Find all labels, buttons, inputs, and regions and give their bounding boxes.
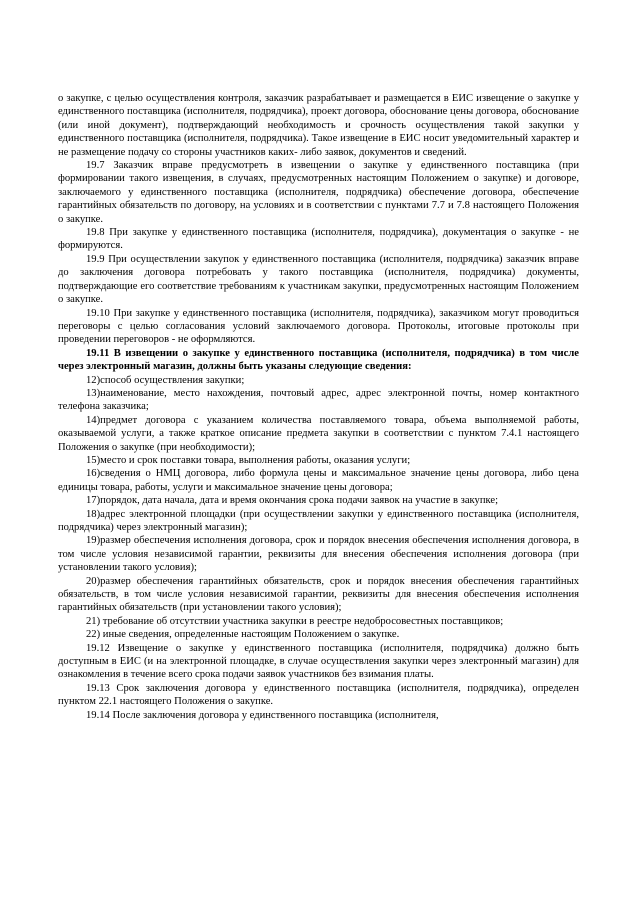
paragraph-19-12: 19.12 Извещение о закупке у единственного поставщика (исполнителя, подрядчика) должно быть доступным в ЕИС (и на электронной площадке, в случае осуществления закупки через электронный магазин) для ознакомления в течение всего срока подачи заявок участников без взимания платы.	[58, 642, 579, 681]
paragraph-intro: о закупке, с целью осуществления контроля, заказчик разрабатывает и размещается в ЕИС извещение о закупке у единственного поставщика (исполнителя, подрядчика), проект договора, обоснование цены договора, обоснование (или иной документ), подтверждающий необходимость и срочность осуществления такой закупки у единственного поставщика (исполнителя, подрядчика). Такое извещение в ЕИС носит уведомительный характер и не размещение подачу со стороны участников каких- либо заявок, документов и сведений.	[58, 93, 579, 158]
paragraph-19-7: 19.7 Заказчик вправе предусмотреть в извещении о закупке у единственного поставщика (при формировании такого извещения, в случаях, предусмотренных настоящим Положением о закупке) и договоре, заключаемого у единственного поставщика (исполнителя, подрядчика) обеспечение договора, обеспечение гарантийных обязательств по договору, на условиях и в соответствии с пунктами 7.7 и 7.8 настоящего Положения о закупке.	[58, 160, 579, 225]
paragraph-19-8: 19.8 При закупке у единственного поставщика (исполнителя, подрядчика), документация о закупке - не формируются.	[58, 227, 579, 252]
paragraph-19-9: 19.9 При осуществлении закупок у единственного поставщика (исполнителя, подрядчика) заказчик вправе до заключения договора потребовать у такого поставщика (исполнителя, подрядчика) документы, подтверждающие его соответствие требованиям к участникам закупки, предусмотренных настоящим Положением о закупке.	[58, 253, 579, 306]
list-item-12: 12)способ осуществления закупки;	[86, 374, 245, 386]
list-item-21: 21) требование об отсутствии участника закупки в реестре недобросовестных поставщиков;	[86, 615, 504, 627]
paragraph-19-14: 19.14 После заключения договора у единственного поставщика (исполнителя,	[86, 709, 439, 721]
list-item-13: 13)наименование, место нахождения, почтовый адрес, адрес электронной почты, номер контактного телефона заказчика;	[58, 387, 579, 413]
paragraph-19-13: 19.13 Срок заключения договора у единственного поставщика (исполнителя, подрядчика), определен пунктом 22.1 настоящего Положения о закупке.	[58, 682, 579, 708]
list-item-18: 18)адрес электронной площадки (при осуществлении закупки у единственного поставщика (исполнителя, подрядчика) через электронный магазин);	[58, 508, 579, 533]
paragraph-19-10: 19.10 При закупке у единственного поставщика (исполнителя, подрядчика), заказчиком могут проводиться переговоры с целью согласования условий заключаемого договора. Протоколы, итоговые протоколы при проведении переговоров - не оформляются.	[58, 307, 579, 346]
list-item-14: 14)предмет договора с указанием количества поставляемого товара, объема выполняемой работы, оказываемой услуги, а также краткое описание предмета закупки в соответствии с пунктом 7.4.1 настоящего Положения о закупке (при необходимости);	[58, 414, 579, 453]
paragraph-19-11-heading: 19.11 В извещении о закупке у единственного поставщика (исполнителя, подрядчика) в том числе через электронный магазин, должны быть указаны следующие сведения:	[58, 347, 579, 373]
list-item-20: 20)размер обеспечения гарантийных обязательств, срок и порядок внесения обеспечения гарантийных обязательств, в том числе условия независимой гарантии, реквизиты для внесения обеспечения исполнения гарантийных обязательств (при установлении такого условия);	[58, 575, 579, 614]
document-page	[58, 92, 579, 722]
list-item-22: 22) иные сведения, определенные настоящим Положением о закупке.	[86, 629, 400, 641]
list-item-16: 16)сведения о НМЦ договора, либо формула цены и максимальное значение цены договора, либо цена единицы товара, работы, услуги и максимальное значение цены договора;	[58, 468, 579, 493]
list-item-15: 15)место и срок поставки товара, выполнения работы, оказания услуги;	[86, 454, 411, 466]
list-item-19: 19)размер обеспечения исполнения договора, срок и порядок внесения обеспечения исполнения договора, в том числе условия независимой гарантии, реквизиты для внесения обеспечения исполнения договора (при установлении такого условия);	[58, 535, 579, 574]
list-item-17: 17)порядок, дата начала, дата и время окончания срока подачи заявок на участие в закупке;	[86, 495, 499, 507]
